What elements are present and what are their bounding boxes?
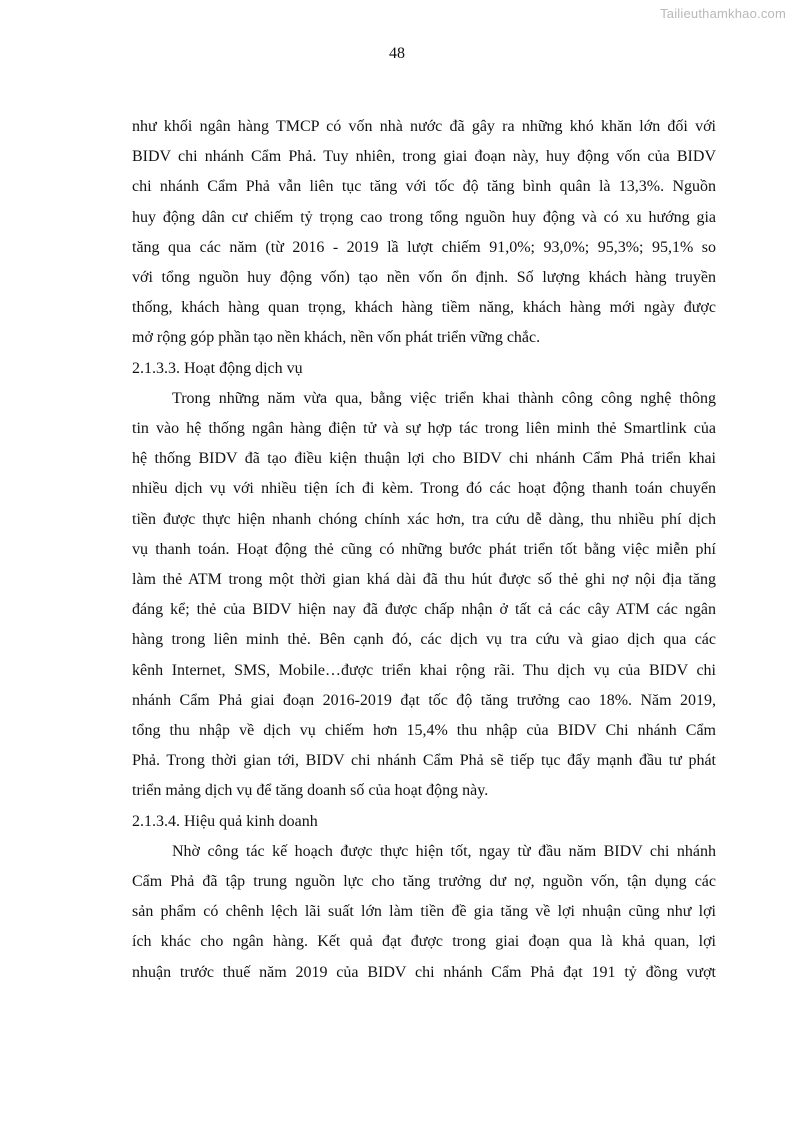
paragraph-1-line: tăng qua các năm (từ 2016 - 2019 lầ lượt chiếm 91,0%; 93,0%; 95,3%; 95,1% so xyxy=(132,238,716,256)
paragraph-3-line: nhuận trước thuế năm 2019 của BIDV chi nhánh Cẩm Phả đạt 191 tỷ đồng vượt xyxy=(132,963,716,981)
paragraph-2-line: làm thẻ ATM trong một thời gian khá dài đã thu hút được số thẻ ghi nợ nội địa tăng xyxy=(132,571,716,589)
document-body xyxy=(132,112,716,988)
watermark: Tailieuthamkhao.com xyxy=(660,6,786,21)
paragraph-1-line: mở rộng góp phần tạo nền khách, nền vốn phát triển vững chắc. xyxy=(132,329,541,347)
paragraph-2-line: vụ thanh toán. Hoạt động thẻ cũng có những bước phát triển tốt bằng việc miễn phí xyxy=(132,540,716,558)
paragraph-2-line: đáng kể; thẻ của BIDV hiện nay đã được chấp nhận ở tất cả các cây ATM các ngân xyxy=(132,601,716,619)
section-heading-2-1-3-3: 2.1.3.3. Hoạt động dịch vụ xyxy=(132,359,303,377)
section-heading-2-1-3-4: 2.1.3.4. Hiệu quả kinh doanh xyxy=(132,812,318,830)
paragraph-3 xyxy=(132,837,716,988)
paragraph-2-line: Phả. Trong thời gian tới, BIDV chi nhánh Cẩm Phả sẽ tiếp tục đẩy mạnh đầu tư phát xyxy=(132,752,716,770)
paragraph-2-line: hệ thống BIDV đã tạo điều kiện thuận lợi cho BIDV chi nhánh Cẩm Phả triển khai xyxy=(132,450,716,468)
paragraph-1-line: BIDV chi nhánh Cẩm Phả. Tuy nhiên, trong giai đoạn này, huy động vốn của BIDV xyxy=(132,148,716,166)
page-number: 48 xyxy=(389,45,405,62)
paragraph-2-line: tổng thu nhập về dịch vụ chiếm hơn 15,4% thu nhập của BIDV Chi nhánh Cẩm xyxy=(132,722,716,740)
paragraph-1-line: như khối ngân hàng TMCP có vốn nhà nước đã gây ra những khó khăn lớn đối với xyxy=(132,118,716,135)
paragraph-3-line: sản phẩm có chênh lệch lãi suất lớn làm tiền đề gia tăng về lợi nhuận cũng như lợi xyxy=(132,903,716,921)
paragraph-1 xyxy=(132,112,716,354)
paragraph-2-line: triển mảng dịch vụ để tăng doanh số của hoạt động này. xyxy=(132,782,489,800)
paragraph-2-line: Trong những năm vừa qua, bằng việc triển khai thành công công nghệ thông xyxy=(172,389,716,407)
paragraph-2-line: tin vào hệ thống ngân hàng điện tử và sự hợp tác trong liên minh thẻ Smartlink của xyxy=(132,420,716,438)
paragraph-1-line: chi nhánh Cẩm Phả vẫn liên tục tăng với tốc độ tăng bình quân là 13,3%. Nguồn xyxy=(132,178,716,196)
paragraph-2-line: nhiều dịch vụ với nhiều tiện ích đi kèm. Trong đó các hoạt động thanh toán chuyển xyxy=(132,480,716,498)
paragraph-2-line: nhánh Cẩm Phả giai đoạn 2016-2019 đạt tốc độ tăng trưởng cao 18%. Năm 2019, xyxy=(132,691,716,709)
paragraph-3-line: Cẩm Phả đã tập trung nguồn lực cho tăng trưởng dư nợ, nguồn vốn, tận dụng các xyxy=(132,873,716,891)
paragraph-1-line: thống, khách hàng quan trọng, khách hàng tiềm năng, khách hàng mới ngày được xyxy=(132,299,716,317)
paragraph-2-line: hàng trong liên minh thẻ. Bên cạnh đó, các dịch vụ tra cứu và giao dịch qua các xyxy=(132,631,716,649)
paragraph-2-line: kênh Internet, SMS, Mobile…được triển khai rộng rãi. Thu dịch vụ của BIDV chi xyxy=(132,661,716,679)
paragraph-3-line: Nhờ công tác kế hoạch được thực hiện tốt, ngay từ đầu năm BIDV chi nhánh xyxy=(172,842,716,860)
paragraph-1-line: với tổng nguồn huy động vốn) tạo nền vốn ổn định. Số lượng khách hàng truyền xyxy=(132,269,716,287)
paragraph-3-line: ích khác cho ngân hàng. Kết quả đạt được trong giai đoạn qua là khả quan, lợi xyxy=(132,933,716,951)
paragraph-2 xyxy=(132,384,716,807)
paragraph-2-line: tiền được thực hiện nhanh chóng chính xác hơn, tra cứu dễ dàng, thu nhiều phí dịch xyxy=(132,510,716,528)
paragraph-1-line: huy động dân cư chiếm tỷ trọng cao trong tổng nguồn huy động và có xu hướng gia xyxy=(132,208,716,226)
